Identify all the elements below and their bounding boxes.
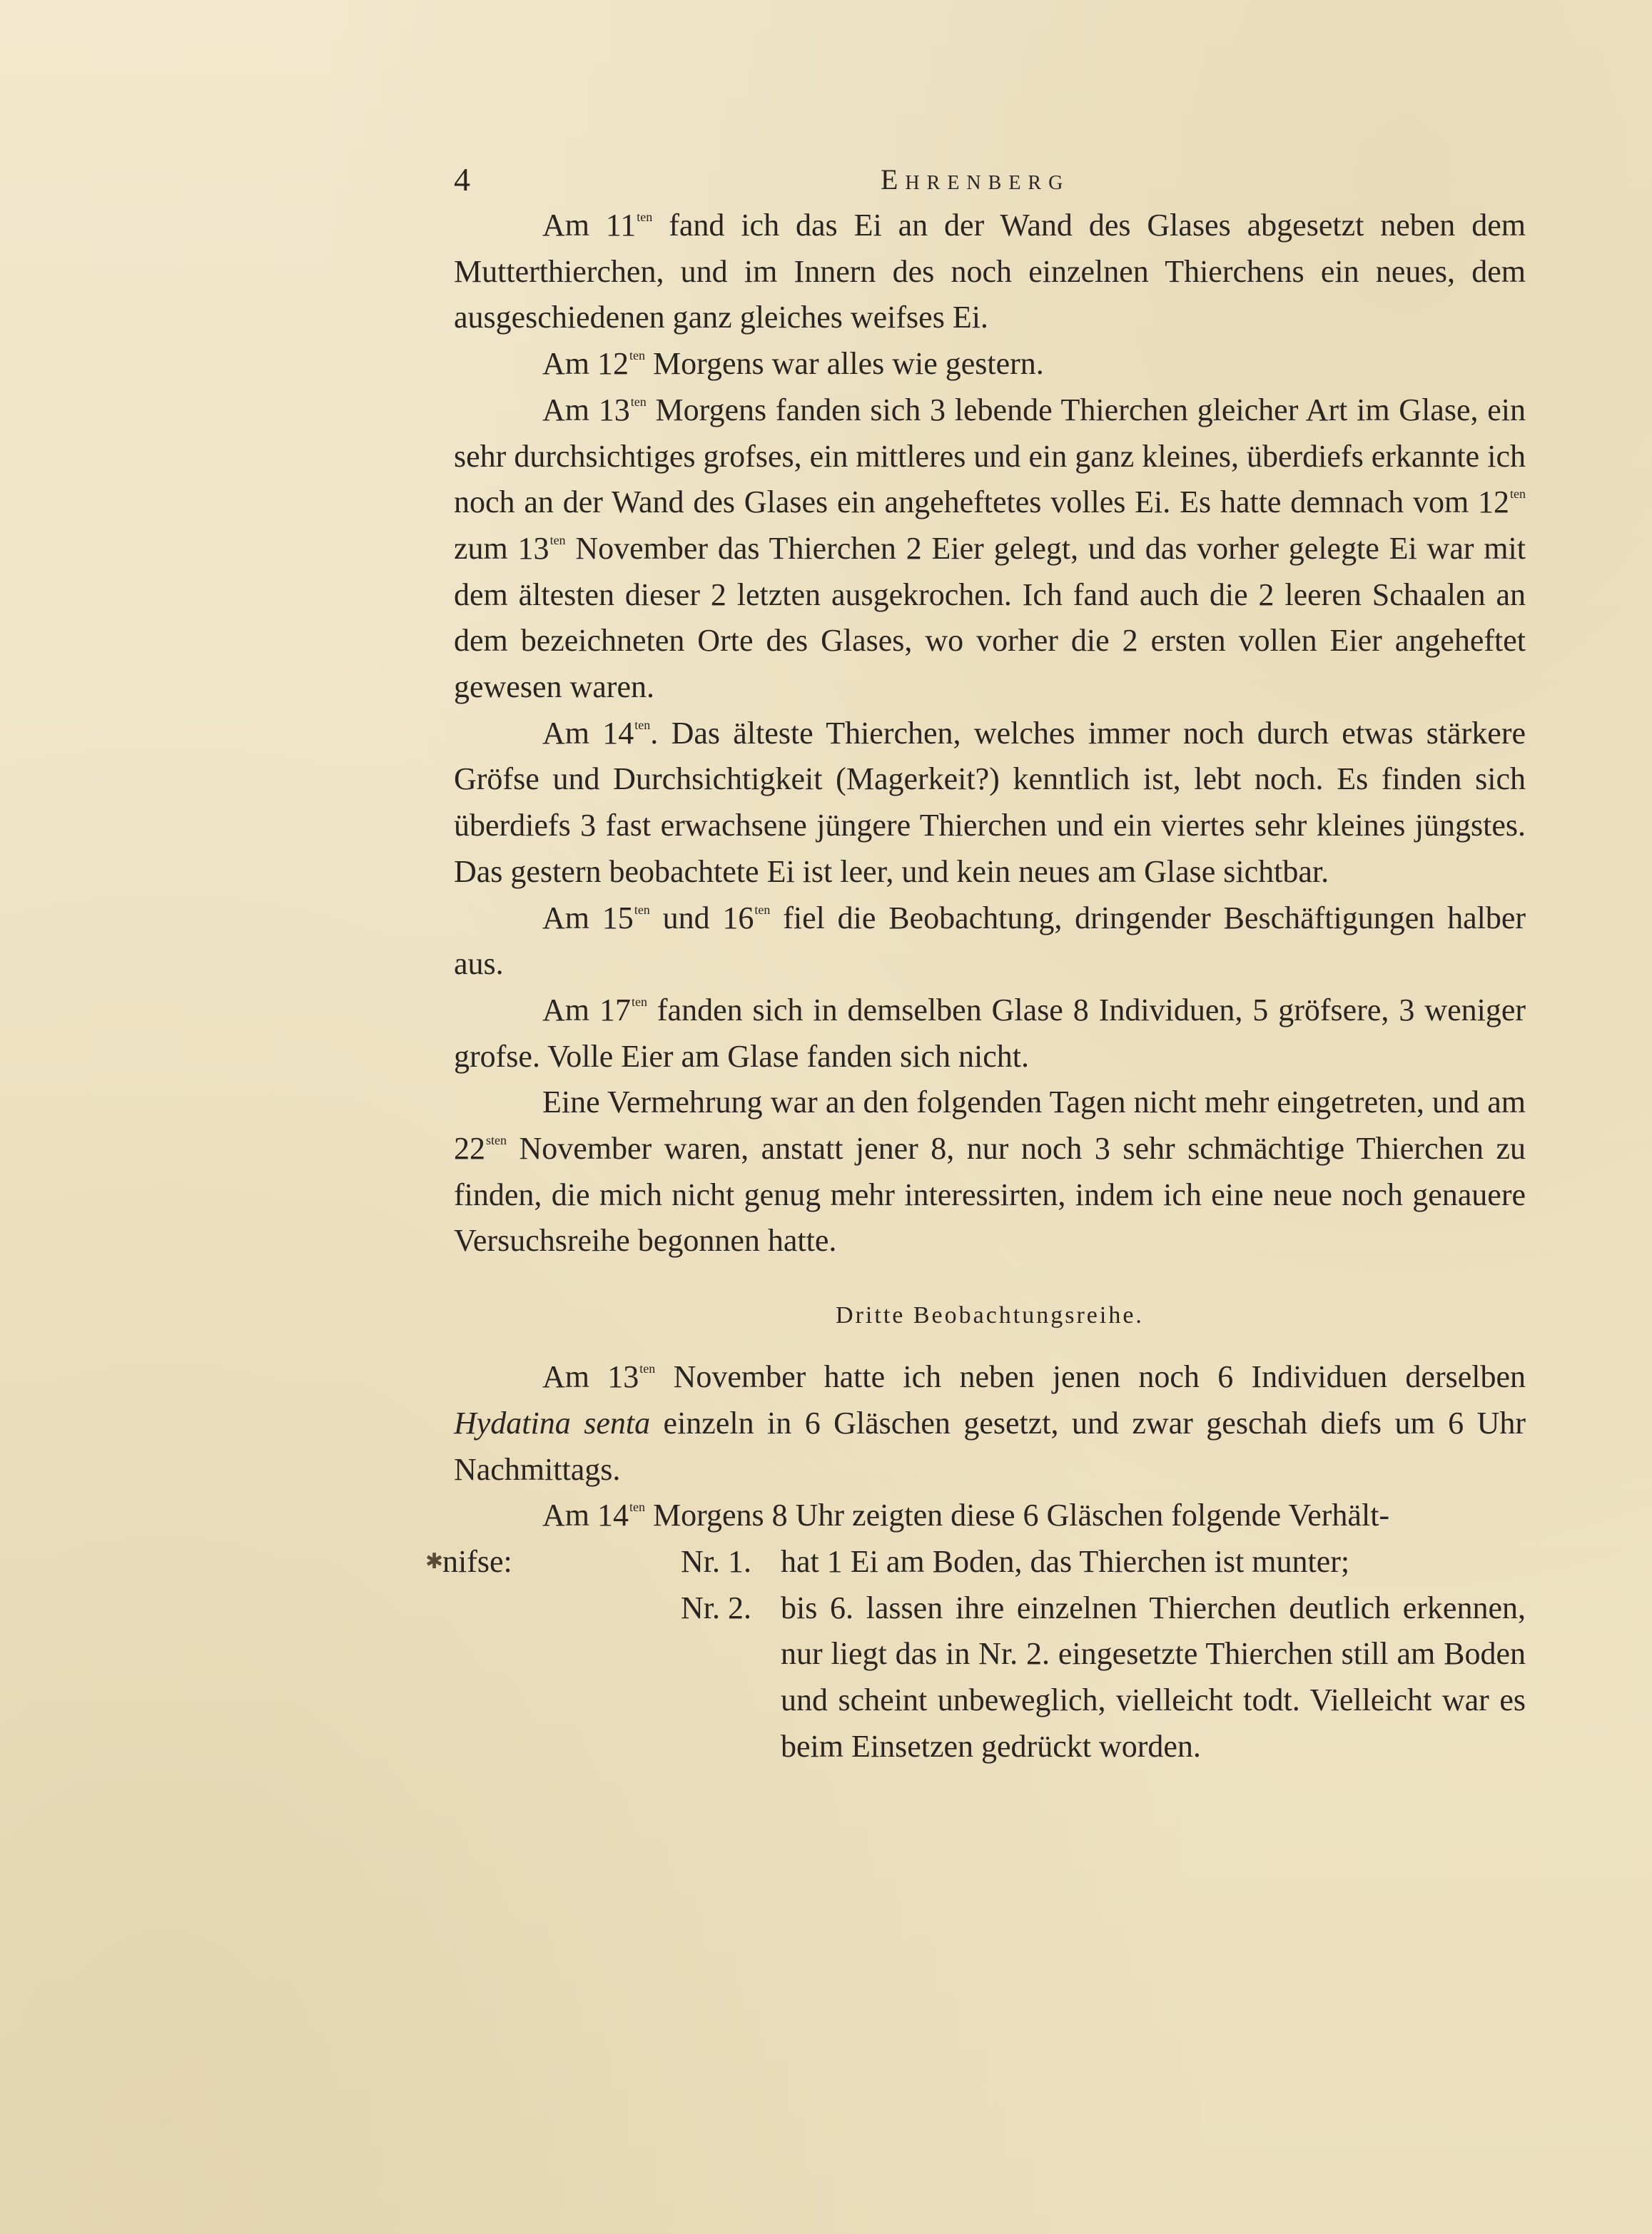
text-run: November waren, anstatt jener 8, nur noch 3 sehr schmächtige Thierchen zu finden, die mich nicht genug mehr interessirten, indem ich eine neue noch genauere Versuchsreihe begonnen hatte. — [454, 1131, 1526, 1259]
superscript: ten — [549, 532, 566, 547]
superscript: ten — [629, 1500, 645, 1515]
text-run: Am 15 — [542, 900, 634, 935]
text-run: Am 14 — [542, 1498, 629, 1533]
text-run: Am 13 — [542, 392, 630, 427]
text-run: fiel die Beobachtung, dringender Beschäftigungen halber aus. — [454, 900, 1526, 982]
superscript: ten — [639, 1361, 656, 1376]
text-run: Am 11 — [542, 208, 637, 243]
superscript: ten — [634, 717, 651, 732]
page-number: 4 — [454, 161, 470, 198]
list-item-label: Nr. 1. — [681, 1543, 751, 1579]
paragraph-vermehrung — [454, 1080, 1526, 1264]
text-run: einzeln in 6 Gläschen gesetzt, und zwar geschah diefs um 6 Uhr Nachmittags. — [454, 1405, 1526, 1487]
text-run: und 16 — [649, 900, 754, 935]
list-item — [681, 1539, 1526, 1585]
species-name: Hydatina senta — [454, 1405, 651, 1441]
text-run: zum 13 — [454, 530, 549, 566]
text-run: November hatte ich neben jenen noch 6 Individuen derselben — [655, 1359, 1526, 1395]
paragraph-section-14ten — [454, 1493, 1526, 1539]
paragraph-13ten — [454, 387, 1526, 711]
superscript: ten — [629, 348, 645, 363]
running-head: Ehrenberg — [881, 163, 1070, 196]
paragraph-12ten — [454, 341, 1526, 387]
list-item-label: Nr. 2. — [681, 1590, 751, 1625]
paragraph-section-13ten — [454, 1354, 1526, 1493]
superscript: ten — [754, 902, 771, 917]
text-run: November das Thierchen 2 Eier gelegt, und das vorher gelegte Ei war mit dem ältesten dieser 2 letzten ausgekrochen. Ich fand auch die 2 leeren Schaalen an dem bezeichneten Orte des Glases, wo vorher die 2 ersten vollen Eier angeheftet gewesen waren. — [454, 530, 1526, 705]
paragraph-15ten — [454, 895, 1526, 987]
text-run: fand ich das Ei an der Wand des Glases abgesetzt neben dem Mutterthierchen, und im Innern des noch einzelnen Thierchens ein neues, dem ausgeschiedenen ganz gleiches weifses Ei. — [454, 208, 1526, 335]
text-run: Morgens fanden sich 3 lebende Thierchen gleicher Art im Glase, ein sehr durchsichtiges grofses, ein mittleres und ein ganz kleines, überdiefs erkannte ich noch an der Wand des Glases ein angeheftetes volles Ei. Es hatte demnach vom 12 — [454, 392, 1526, 520]
text-run: Eine Vermehrung war an den folgenden Tagen nicht mehr eingetreten, und am 22 — [454, 1085, 1526, 1167]
superscript: ten — [634, 902, 650, 917]
list-item-text: hat 1 Ei am Boden, das Thierchen ist munter; — [781, 1543, 1350, 1579]
superscript: ten — [630, 394, 647, 409]
section-heading: Dritte Beobachtungsreihe. — [836, 1302, 1144, 1329]
text-run: Am 12 — [542, 346, 629, 382]
superscript: ten — [1510, 487, 1526, 502]
superscript: ten — [637, 210, 653, 224]
paragraph-17ten — [454, 987, 1526, 1080]
superscript: sten — [486, 1133, 507, 1148]
text-run: Am 17 — [542, 992, 631, 1027]
text-run: Am 13 — [542, 1359, 639, 1395]
asterisk-mark-icon: ✱ — [425, 1549, 444, 1573]
text-run: Morgens 8 Uhr zeigten diese 6 Gläschen folgende Verhält- — [645, 1498, 1390, 1533]
text-body — [425, 157, 1526, 1770]
page-header — [454, 157, 1526, 203]
text-run: fanden sich in demselben Glase 8 Individuen, 5 gröfsere, 3 weniger grofse. Volle Eier am Glase fanden sich nicht. — [454, 992, 1526, 1074]
observation-list-block — [425, 1493, 1526, 1770]
text-run: . Das älteste Thierchen, welches immer noch durch etwas stärkere Gröfse und Durchsichtigkeit (Magerkeit?) kenntlich ist, lebt noch. Es finden sich überdiefs 3 fast erwachsene jüngere Thierchen und ein viertes sehr kleines jüngstes. Das gestern beobachtete Ei ist leer, und kein neues am Glase sichtbar. — [454, 715, 1526, 889]
text-run: Morgens war alles wie gestern. — [645, 346, 1044, 382]
text-run: Am 14 — [542, 715, 634, 751]
paragraph-11ten — [454, 203, 1526, 341]
list-item-text: bis 6. lassen ihre einzelnen Thierchen deutlich erkennen, nur liegt das in Nr. 2. eingesetzte Thierchen still am Boden und scheint unbeweglich, vielleicht todt. Vielleicht war es beim Einsetzen gedrückt worden. — [781, 1590, 1526, 1764]
list-item — [681, 1585, 1526, 1770]
hyphen-continuation: nifse: — [442, 1543, 512, 1579]
paragraph-14ten — [454, 711, 1526, 895]
numbered-list — [681, 1539, 1526, 1770]
superscript: ten — [631, 994, 647, 1009]
